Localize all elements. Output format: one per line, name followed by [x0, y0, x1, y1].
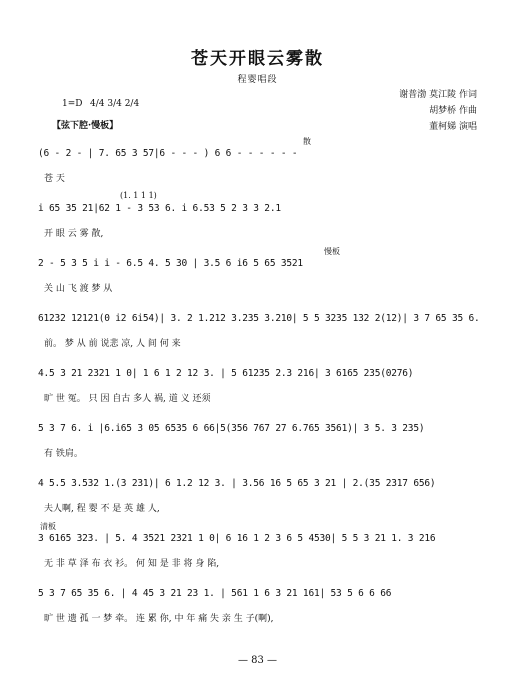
notation-line: 61232 12121(0 i2 6i54)| 3. 2 1.212 3.235 3.210| 5 5 3235 132 2(12)| 3 7 65 35 6.	[38, 313, 480, 324]
notation-line: 5 3 7 6. i |6.i65 3 05 6535 6 66|5(356 767 27 6.765 3561)| 3 5. 3 235)	[38, 423, 425, 434]
composer-credit: 胡梦桥 作曲	[429, 106, 477, 116]
tempo-annotation: 慢板	[324, 247, 340, 256]
time-signature: 4/4 3/4 2/4	[90, 99, 140, 109]
notation-line: 3 6165 323. | 5. 4 3521 2321 1 0| 6 16 1 2 3 6 5 4530| 5 5 3 21 1. 3 216	[38, 533, 436, 544]
lyrics-line: 开 眼 云 雾 散,	[44, 229, 104, 239]
singer-credit: 董柯娣 演唱	[429, 122, 477, 132]
tempo-annotation: 散	[303, 137, 311, 146]
lyrics-line: 苍 天	[44, 174, 65, 184]
lyrics-line: 有 铁肩。	[44, 449, 83, 459]
notation-line: 2 - 5 3 5 i i - 6.5 4. 5 30 | 3.5 6 i6 5 65 3521	[38, 258, 303, 269]
lyrics-line: 前。 梦 从 前 说悲 凉, 人 间 何 来	[44, 339, 181, 349]
lyricist-credit: 谢普渤 莫江陵 作词	[399, 90, 477, 100]
lyrics-line: 关 山 飞 渡 梦 从	[44, 284, 113, 294]
page-number: — 83 —	[237, 655, 278, 666]
lyrics-line: 旷 世 遗 孤 一 梦 牵。 连 累 你, 中 年 痛 失 亲 生 子(啊),	[44, 614, 274, 624]
tempo-annotation: 清板	[40, 522, 56, 531]
song-subtitle: 程婴唱段	[237, 75, 278, 85]
notation-line: 4 5.5 3.532 1.(3 231)| 6 1.2 12 3. | 3.56 16 5 65 3 21 | 2.(35 2317 656)	[38, 478, 436, 489]
notation-line: (6 - 2 - | 7. 65 3 57|6 - - - ) 6 6 - - - - - -	[38, 148, 298, 159]
key-signature: 1=D	[62, 99, 83, 109]
song-title: 苍天开眼云雾散	[191, 49, 324, 69]
lyrics-line: 无 非 草 泽 布 衣 衫。 何 知 是 非 将 身 陷,	[44, 559, 220, 569]
notation-line: 4.5 3 21 2321 1 0| 1 6 1 2 12 3. | 5 61235 2.3 216| 3 6165 235(0276)	[38, 368, 414, 379]
notation-line: 5 3 7 65 35 6. | 4 45 3 21 23 1. | 561 1 6 3 21 161| 53 5 6 6 66	[38, 588, 392, 599]
lyrics-line: 旷 世 冤。 只 因 自古 多人 祸, 道 义 还须	[44, 394, 211, 404]
aria-style: 【弦下腔·慢板】	[52, 121, 119, 131]
notation-line: i 65 35 21|62 1 - 3 53 6. i 6.53 5 2 3 3 2.1	[38, 203, 281, 214]
tempo-annotation: (1. 1 1 1)	[120, 191, 157, 200]
lyrics-line: 夫人啊, 程 婴 不 是 英 雄 人,	[44, 504, 160, 514]
